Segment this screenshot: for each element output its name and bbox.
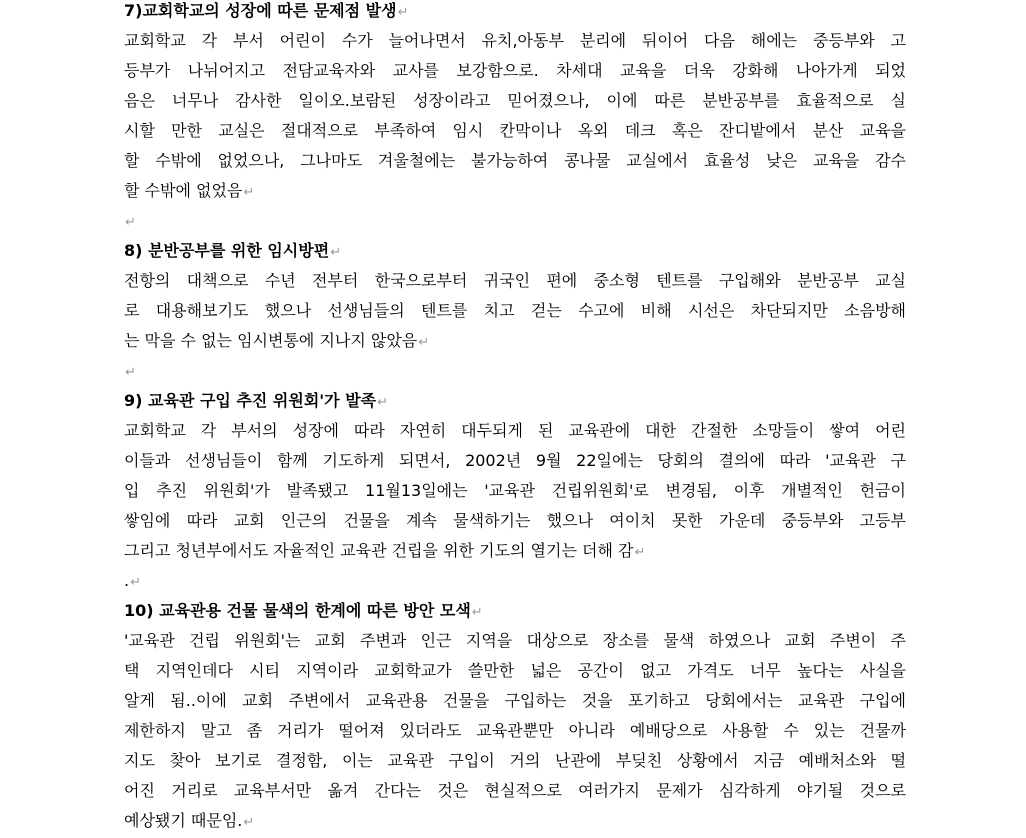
paragraph-mark-icon: ↵ <box>125 215 136 230</box>
section-heading: 7)교회학교의 성장에 따른 문제점 발생↵ <box>124 1 409 20</box>
section-heading: 10) 교육관용 건물 물색의 한계에 따른 방안 모색↵ <box>124 601 483 620</box>
paragraph-mark-icon: ↵ <box>418 335 430 350</box>
body-line: 전항의 대책으로 수년 전부터 한국으로부터 귀국인 편에 중소형 텐트를 구입해와 분반공부 교실 <box>124 271 906 290</box>
paragraph-mark-icon: ↵ <box>377 395 389 410</box>
body-line: 입 추진 위원회'가 발족됐고 11월13일에는 '교육관 건립위원회'로 변경됨, 이후 개별적인 헌금이 <box>124 481 906 500</box>
body-line: 알게 됨..이에 교회 주변에서 교육관용 건물을 구입하는 것을 포기하고 당회에서는 교육관 구입에 <box>124 691 906 710</box>
body-line: 시할 만한 교실은 절대적으로 부족하여 임시 칸막이나 옥외 데크 혹은 잔디밭에서 분산 교육을 <box>124 121 906 140</box>
body-line-last: 그리고 청년부에서도 자율적인 교육관 건립을 위한 기도의 열기는 더해 감↵ <box>124 541 646 560</box>
body-line: 쌓임에 따라 교회 인근의 건물을 계속 물색하기는 했으나 여이치 못한 가운데 중등부와 고등부 <box>124 511 906 530</box>
body-line-last: 할 수밖에 없었음↵ <box>124 181 255 200</box>
paragraph-mark-icon: ↵ <box>125 365 136 380</box>
body-line: 등부가 나뉘어지고 전담교육자와 교사를 보강함으로. 차세대 교육을 더욱 강화해 나아가게 되었 <box>124 61 906 80</box>
body-line: 교회학교 각 부서의 성장에 따라 자연히 대두되게 된 교육관에 대한 간절한 소망들이 쌓여 어린 <box>124 421 906 440</box>
paragraph-mark-icon: ↵ <box>397 5 409 20</box>
body-line: '교육관 건립 위원회'는 교회 주변과 인근 지역을 대상으로 장소를 물색 하였으나 교회 주변이 주 <box>124 631 906 650</box>
body-line: 할 수밖에 없었으나, 그나마도 겨울철에는 불가능하여 콩나물 교실에서 효율성 낮은 교육을 감수 <box>124 151 906 170</box>
paragraph-mark-icon: ↵ <box>243 815 255 830</box>
body-line: 음은 너무나 감사한 일이오.보람된 성장이라고 믿어졌으나, 이에 따른 분반공부를 효율적으로 실 <box>124 91 906 110</box>
body-line: 제한하지 말고 좀 거리가 떨어져 있더라도 교육관뿐만 아니라 예배당으로 사용할 수 있는 건물까 <box>124 721 906 740</box>
document-body <box>124 0 906 836</box>
paragraph-mark-icon: ↵ <box>634 545 646 560</box>
paragraph-mark-icon: ↵ <box>130 575 141 590</box>
body-line-last: 는 막을 수 없는 임시변통에 지나지 않았음↵ <box>124 331 430 350</box>
body-line: 택 지역인데다 시티 지역이라 교회학교가 쓸만한 넓은 공간이 없고 가격도 너무 높다는 사실을 <box>124 661 906 680</box>
paragraph-mark-icon: ↵ <box>330 245 342 260</box>
paragraph-mark-icon: ↵ <box>243 185 255 200</box>
body-line: 이들과 선생님들이 함께 기도하게 되면서, 2002년 9월 22일에는 당회의 결의에 따라 '교육관 구 <box>124 451 906 470</box>
paragraph-mark-icon: ↵ <box>471 605 483 620</box>
blank-line <box>124 206 906 236</box>
blank-line: .↵ <box>124 571 141 590</box>
body-line: 어진 거리로 교육부서만 옮겨 간다는 것은 현실적으로 여러가지 문제가 심각하게 야기될 것으로 <box>124 781 906 800</box>
body-line: 교회학교 각 부서 어린이 수가 늘어나면서 유치,아동부 분리에 뒤이어 다음 해에는 중등부와 고 <box>124 31 906 50</box>
body-line: 로 대용해보기도 했으나 선생님들의 텐트를 치고 걷는 수고에 비해 시선은 차단되지만 소음방해 <box>124 301 906 320</box>
body-line: 지도 찾아 보기로 결정함, 이는 교육관 구입이 거의 난관에 부딪친 상황에서 지금 예배처소와 떨 <box>124 751 906 770</box>
blank-line <box>124 356 906 386</box>
section-heading: 8) 분반공부를 위한 임시방편↵ <box>124 241 342 260</box>
section-heading: 9) 교육관 구입 추진 위원회'가 발족↵ <box>124 391 389 410</box>
body-line-last: 예상됐기 때문임.↵ <box>124 811 255 830</box>
